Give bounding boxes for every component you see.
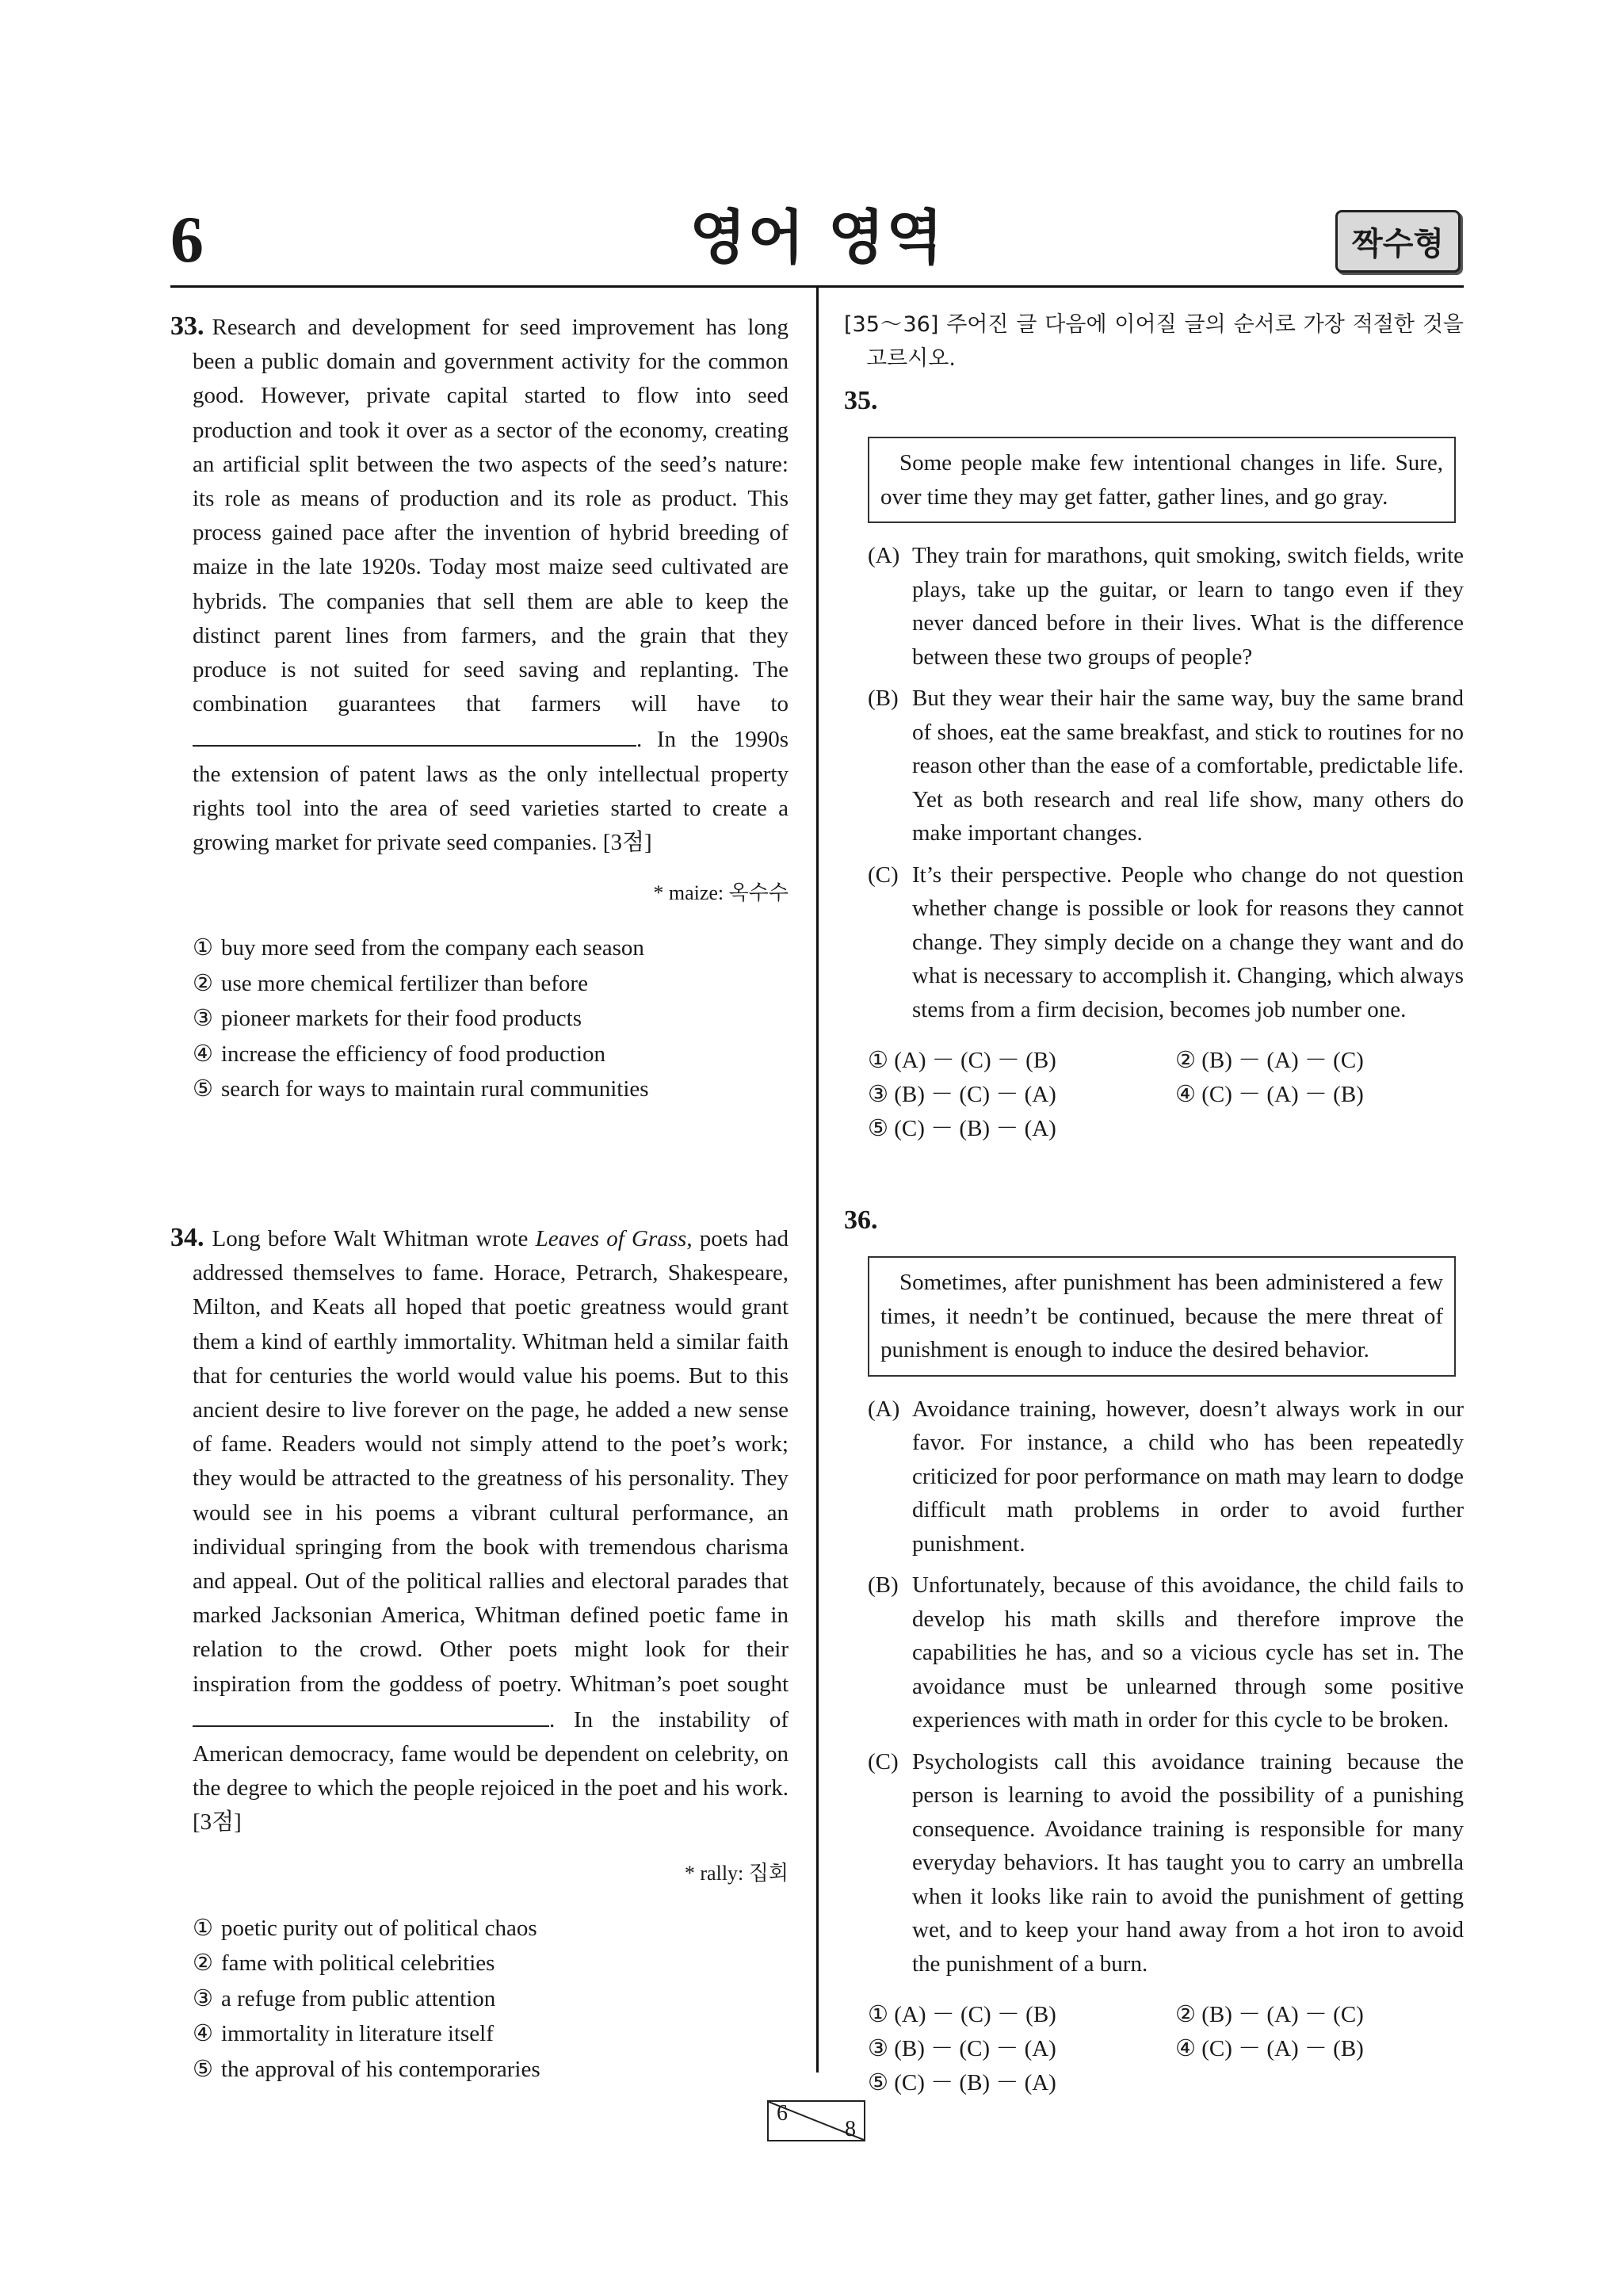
q34-footnote: * rally: 집회 bbox=[684, 1861, 789, 1885]
q36-number: 36. bbox=[844, 1205, 878, 1235]
q34-text-before-blank: , poets had addressed themselves to fame. Horace, Petrarch, Shakespeare, Milton, and Keats all hoped that poetic greatness would grant them a kind of earthly immortality. Whitman held a similar faith that for centuries the world would value his poems. But to this ancient desire to live forever on the page, he added a new sense of fame. Readers would not simply attend to the poet’s work; they would be attracted to the greatness of his personality. They would see in his poems a vibrant cultural performance, an individual springing from the book with tremendous charisma and appeal. Out of the political rallies and electoral parades that marked Jacksonian America, Whitman defined poetic fame in relation to the crowd. Other poets might look for their inspiration from the goddess of poetry. Whitman’s poet sought bbox=[193, 1226, 789, 1697]
q33-points: [3점] bbox=[602, 830, 652, 856]
q35-option-5[interactable]: ⑤ (C) － (B) － (A) bbox=[868, 1116, 1056, 1142]
q36-paragraph-b: (B) Unfortunately, because of this avoidance, the child fails to develop his math skills and therefore improve the capabilities he has, and so a vicious cycle has set in. The avoidance must be unlearned through some positive experiences with math in order for this cycle to be broken. bbox=[868, 1572, 1464, 1733]
q35-given-text: Some people make few intentional changes in life. Sure, over time they may get fatter, gather lines, and go gray. bbox=[868, 437, 1456, 523]
form-type-badge: 짝수형 bbox=[1335, 210, 1461, 273]
q35-option-2[interactable]: ② (B) － (A) － (C) bbox=[1175, 1048, 1364, 1074]
q33-text-after-blank: . In the 1990s the extension of patent laws as the only intellectual property rights tool into the area of seed varieties started to create a growing market for private seed companies. bbox=[193, 727, 789, 856]
q34-points: [3점] bbox=[193, 1809, 242, 1836]
total-pages: 8 bbox=[845, 2117, 856, 2141]
q33-footnote: * maize: 옥수수 bbox=[653, 881, 789, 905]
q34-blank bbox=[193, 1702, 549, 1727]
q33-blank bbox=[193, 721, 636, 747]
q33-choice-4[interactable]: ④ increase the efficiency of food production bbox=[193, 1041, 606, 1067]
q35-number: 35. bbox=[844, 386, 878, 415]
q34-number: 34. bbox=[170, 1223, 204, 1252]
q35-option-4[interactable]: ④ (C) － (A) － (B) bbox=[1175, 1082, 1364, 1108]
question-33 bbox=[170, 309, 789, 1107]
question-35 bbox=[844, 308, 1464, 1146]
q33-choice-1[interactable]: ① buy more seed from the company each season bbox=[193, 935, 644, 961]
q34-choice-3[interactable]: ③ a refuge from public attention bbox=[193, 1985, 496, 2011]
q33-passage bbox=[170, 309, 789, 860]
subject-title: 영어 영역 bbox=[689, 204, 945, 272]
page-indicator bbox=[767, 2100, 865, 2141]
q34-choice-1[interactable]: ① poetic purity out of political chaos bbox=[193, 1915, 537, 1941]
q36-option-3[interactable]: ③ (B) － (C) － (A) bbox=[868, 2036, 1056, 2062]
q35-option-3[interactable]: ③ (B) － (C) － (A) bbox=[868, 1082, 1056, 1108]
q33-choice-5[interactable]: ⑤ search for ways to maintain rural communities bbox=[193, 1076, 649, 1102]
q34-choice-2[interactable]: ② fame with political celebrities bbox=[193, 1950, 495, 1977]
q35-paragraph-a: (A) They train for marathons, quit smoking, switch fields, write plays, take up the guitar, or learn to tango even if they never danced before in their lives. What is the difference between these two groups of people? bbox=[868, 543, 1464, 670]
section-instruction: [35～36] 주어진 글 다음에 이어질 글의 순서로 가장 적절한 것을 고르시오. bbox=[844, 312, 1464, 371]
q36-option-5[interactable]: ⑤ (C) － (B) － (A) bbox=[868, 2070, 1056, 2096]
q34-choice-4[interactable]: ④ immortality in literature itself bbox=[193, 2021, 494, 2047]
question-36 bbox=[844, 1195, 1464, 2100]
current-page: 6 bbox=[777, 2101, 788, 2126]
q33-number: 33. bbox=[170, 311, 204, 341]
q36-option-4[interactable]: ④ (C) － (A) － (B) bbox=[1175, 2036, 1364, 2062]
question-34 bbox=[170, 1221, 789, 2087]
q34-passage: 34. Long before Walt Whitman wrote Leaves of Grass, poets had addressed themselves to fame. Horace, Petrarch, Shakespeare, Milton, and Keats all hoped that poetic greatness would grant them a kind of earthly immortality. Whitman held a similar faith that for centuries the world would value his poems. But to this ancient desire to live forever on the page, he added a new sense of fame. Readers would not simply attend to the poet’s work; they would be attracted to the greatness of his personality. They would see in his poems a vibrant cultural performance, an individual springing from the book with tremendous charisma and appeal. Out of the political rallies and electoral parades that marked Jacksonian America, Whitman defined poetic fame in relation to the crowd. Other poets might look for their inspiration from the goddess of poetry. Whitman’s poet sought . In the instability of American democracy, fame would be dependent on celebrity, on the degree to which the people rejoiced in the poet and his work. [3점] bbox=[170, 1223, 789, 1836]
q33-choice-2[interactable]: ② use more chemical fertilizer than before bbox=[193, 970, 588, 996]
q33-text-before-blank: Research and development for seed improvement has long been a public domain and government activity for the common good. However, private capital started to flow into seed production and took it over as a sector of the economy, creating an artificial split between the two aspects of the seed’s nature: its role as means of production and its role as product. This process gained pace after the invention of hybrid breeding of maize in the late 1920s. Today most maize seed cultivated are hybrids. The companies that sell them are able to keep the distinct parent lines from farmers, and the grain that they produce is not suited for seed saving and replanting. The combination guarantees that farmers will have to bbox=[193, 315, 789, 717]
q35-option-1[interactable]: ① (A) － (C) － (B) bbox=[868, 1048, 1056, 1074]
q34-choice-5[interactable]: ⑤ the approval of his contemporaries bbox=[193, 2056, 540, 2082]
q34-choices bbox=[193, 1911, 789, 2088]
q36-paragraph-a: (A) Avoidance training, however, doesn’t always work in our favor. For instance, a child who has been repeatedly criticized for poor performance on math may learn to dodge difficult math problems in order to avoid further punishment. bbox=[868, 1396, 1464, 1557]
q35-paragraph-c: (C) It’s their perspective. People who change do not question whether change is possible or look for reasons they cannot change. They simply decide on a change they want and do what is necessary to accomplish it. Changing, which always stems from a firm decision, becomes job number one. bbox=[868, 861, 1464, 1022]
page-header bbox=[170, 202, 1464, 289]
q36-option-2[interactable]: ② (B) － (A) － (C) bbox=[1175, 2002, 1364, 2028]
q36-paragraph-c: (C) Psychologists call this avoidance training because the person is learning to avoid the possibility of a punishing consequence. Avoidance training is responsible for many everyday behaviors. It has taught you to carry an umbrella when it looks like rain to avoid the punishment of getting wet, and to keep your hand away from a hot iron to avoid the punishment of a burn. bbox=[868, 1748, 1464, 1977]
q36-given-text: Sometimes, after punishment has been administered a few times, it needn’t be continued, because the mere threat of punishment is enough to induce the desired behavior. bbox=[868, 1256, 1456, 1377]
q36-options bbox=[868, 1998, 1464, 2100]
q34-text-after-blank: . In the instability of American democracy, fame would be dependent on celebrity, on the degree to which the people rejoiced in the poet and his work. bbox=[193, 1706, 789, 1801]
q35-options bbox=[868, 1044, 1464, 1146]
page-number: 6 bbox=[170, 203, 204, 277]
q36-option-1[interactable]: ① (A) － (C) － (B) bbox=[868, 2002, 1056, 2028]
q33-choice-3[interactable]: ③ pioneer markets for their food products bbox=[193, 1006, 582, 1032]
q33-choices bbox=[193, 930, 789, 1107]
column-divider bbox=[816, 287, 819, 2073]
q34-book-title: Leaves of Grass bbox=[535, 1226, 687, 1251]
q35-paragraph-b: (B) But they wear their hair the same way, buy the same brand of shoes, eat the same breakfast, and stick to routines for no reason other than the ease of a comfortable, predictable life. Yet as both research and real life show, many others do make important changes. bbox=[868, 686, 1464, 846]
